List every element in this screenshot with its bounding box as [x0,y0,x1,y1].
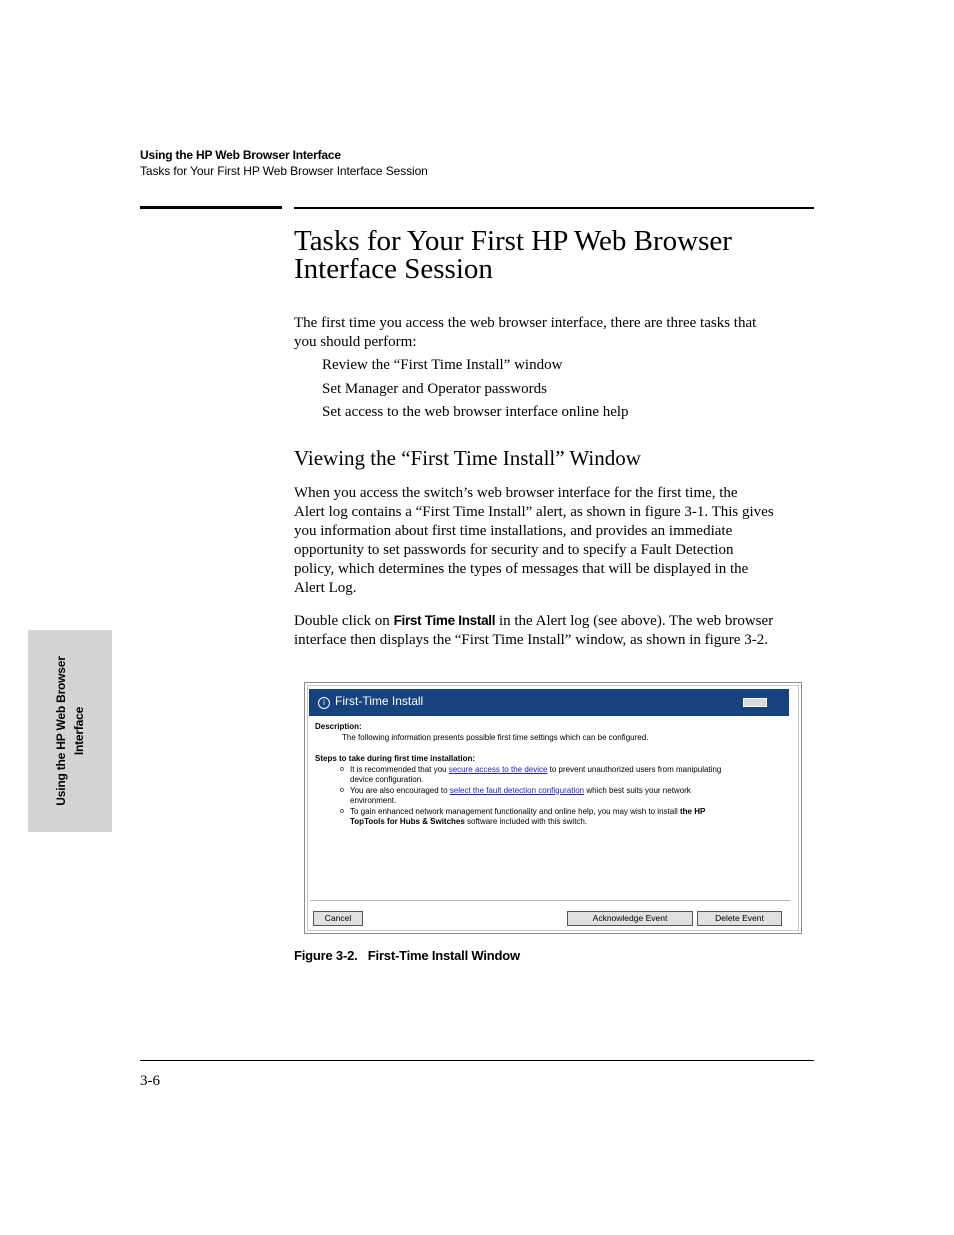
task-item-review: Review the “First Time Install” window [322,357,563,373]
header-rule-short [140,206,282,209]
step2-text: You are also encouraged to [350,785,450,795]
para1-line: When you access the switch’s web browser interface for the first time, the [294,485,738,501]
section-title-line2: Interface Session [294,253,493,285]
titlebar-button-icon[interactable] [743,698,767,707]
secure-access-link[interactable]: secure access to the device [448,764,548,774]
delete-event-button[interactable]: Delete Event [697,911,782,926]
intro-line1: The first time you access the web browser interface, there are three tasks that [294,315,757,331]
step3-text: To gain enhanced network management functionality and online help, you may wish to install [350,806,680,816]
para2-line2: interface then displays the “First Time Install” window, as shown in figure 3-2. [294,632,768,648]
cancel-button[interactable]: Cancel [313,911,363,926]
figure-caption [294,948,520,963]
chapter-side-tab [28,630,112,832]
figure-window-frame [307,685,799,931]
steps-list [315,765,785,828]
para1-line: Alert Log. [294,580,357,596]
step3-bold1: the HP [679,806,706,816]
task-item-help: Set access to the web browser interface online help [322,404,629,420]
para1-line: opportunity to set passwords for security and to specify a Fault Detection [294,542,734,558]
para1-line: Alert log contains a “First Time Install” alert, as shown in figure 3-1. This gives [294,504,774,520]
first-time-paragraph [294,484,774,598]
step-item [350,786,785,807]
side-tab-line2: Interface [72,706,86,756]
description-label: Description: [315,722,362,731]
step-item [350,765,785,786]
intro-line2: you should perform: [294,334,417,350]
first-time-install-figure [304,682,802,934]
acknowledge-event-button[interactable]: Acknowledge Event [567,911,693,926]
running-header-section: Tasks for Your First HP Web Browser Interface Session [140,164,428,178]
double-click-paragraph [294,611,773,650]
step1-after: to prevent unauthorized users from manipulating [547,764,722,774]
section-title-line1: Tasks for Your First HP Web Browser [294,225,732,257]
para1-line: you information about first time installations, and provides an immediate [294,523,733,539]
description-text: The following information presents possible first time settings which can be configured. [342,732,649,742]
fault-detection-link[interactable]: select the fault detection configuration [449,785,585,795]
step2-after: which best suits your network [584,785,691,795]
first-time-install-term: First Time Install [393,613,496,628]
info-circle-icon: i [318,697,330,709]
para2-after: in the Alert log (see above). The web browser [495,613,774,629]
window-titlebar [309,689,789,716]
steps-label: Steps to take during first time installation: [315,754,476,763]
para2-before: Double click on [294,613,394,629]
task-item-passwords: Set Manager and Operator passwords [322,381,547,397]
step2-line2: environment. [350,796,397,805]
running-header-chapter: Using the HP Web Browser Interface [140,148,341,162]
intro-paragraph [294,314,756,352]
side-tab-label [52,631,88,831]
step3-bold2: TopTools for Hubs & Switches [350,817,465,826]
step1-text: It is recommended that you [350,764,449,774]
step3-after: software included with this switch. [464,817,588,826]
caption-title: First-Time Install Window [367,948,520,963]
page-number: 3-6 [140,1073,160,1089]
window-title: First-Time Install [335,694,424,708]
section-title [294,227,732,283]
header-rule-long [294,207,814,209]
window-body [315,722,785,828]
side-tab-line1: Using the HP Web Browser [54,656,68,806]
step1-line2: device configuration. [350,775,424,784]
step-item [350,807,785,828]
para1-line: policy, which determines the types of messages that will be displayed in the [294,561,749,577]
button-bar-divider [310,900,790,901]
subsection-title: Viewing the “First Time Install” Window [294,446,641,470]
footer-rule [140,1060,814,1061]
caption-number: Figure 3-2. [294,948,358,963]
